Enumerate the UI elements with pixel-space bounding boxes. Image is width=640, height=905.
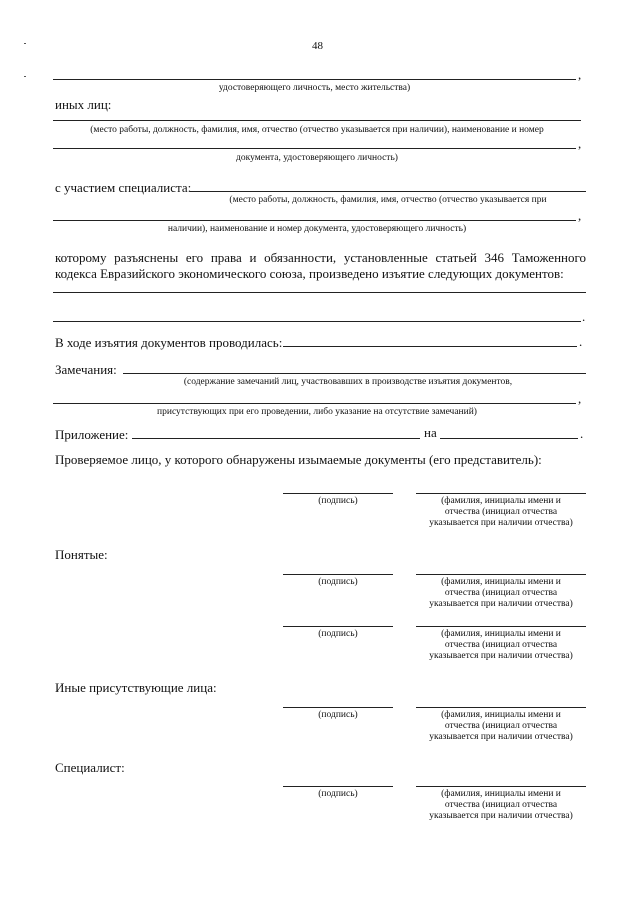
name-caption-line-2: отчества (инициал отчества [444, 721, 558, 731]
page-number: 48 [312, 40, 323, 52]
during-seizure-line [283, 346, 577, 347]
specialist-caption-1: (место работы, должность, фамилия, имя, отчество (отчество указывается при [229, 195, 547, 205]
during-seizure-label: В ходе изъятия документов проводилась: [55, 335, 283, 350]
remarks-caption-1: (содержание замечаний лиц, участвовавших в производстве изъятия документов, [183, 377, 513, 387]
other-persons-line [53, 120, 581, 121]
inspected-person-label: Проверяемое лицо, у которого обнаружены изымаемые документы (его представитель): [55, 452, 542, 467]
signature-caption: (подпись) [318, 577, 358, 587]
other-persons-caption-1: (место работы, должность, фамилия, имя, отчество (отчество указывается при наличии), наименование и номер [90, 125, 544, 135]
name-caption-line-3: указывается при наличии отчества) [429, 811, 573, 821]
remarks-caption-2: присутствующих при его проведении, либо указание на отсутствие замечаний) [157, 407, 477, 417]
documents-line-2 [53, 321, 581, 322]
comma: , [578, 208, 582, 223]
name-caption-line-3: указывается при наличии отчества) [429, 599, 573, 609]
name-caption-line-3: указывается при наличии отчества) [429, 732, 573, 742]
comma: , [578, 67, 582, 82]
name-caption-line-1: (фамилия, инициалы имени и [441, 577, 561, 587]
specialist-participation-label: с участием специалиста: [55, 180, 192, 195]
period: . [580, 426, 584, 441]
name-caption-line-1: (фамилия, инициалы имени и [441, 629, 561, 639]
name-caption-line-1: (фамилия, инициалы имени и [441, 710, 561, 720]
name-line [416, 574, 586, 575]
name-line [416, 626, 586, 627]
attachment-line [132, 438, 420, 439]
name-caption-line-3: указывается при наличии отчества) [429, 651, 573, 661]
attachment-pages-line [440, 438, 578, 439]
signature-caption: (подпись) [318, 629, 358, 639]
remarks-line-2 [53, 403, 576, 404]
signature-line [283, 707, 393, 708]
specialist-line-2 [53, 220, 576, 221]
signature-caption: (подпись) [318, 789, 358, 799]
signature-line [283, 626, 393, 627]
specialist-label: Специалист: [55, 760, 125, 775]
other-persons-line-2 [53, 148, 576, 149]
attachment-on: на [424, 425, 437, 440]
attachment-label: Приложение: [55, 427, 129, 442]
period: . [579, 334, 583, 349]
rights-paragraph-line-2: кодекса Евразийского экономического союза, произведено изъятие следующих документов: [55, 266, 564, 281]
rights-paragraph-line-1: которому разъяснены его права и обязанности, установленные статьей 346 Таможенного [55, 250, 586, 265]
name-caption-line-2: отчества (инициал отчества [444, 507, 558, 517]
witnesses-label: Понятые: [55, 547, 108, 562]
signature-line [283, 786, 393, 787]
remarks-label: Замечания: [55, 362, 117, 377]
comma: , [578, 391, 582, 406]
signature-caption: (подпись) [318, 496, 358, 506]
specialist-caption-2: наличии), наименование и номер документа, удостоверяющего личность) [167, 224, 467, 234]
name-caption-line-2: отчества (инициал отчества [444, 588, 558, 598]
identity-caption: удостоверяющего личность, место жительства) [218, 83, 411, 93]
other-persons-label: иных лиц: [55, 97, 112, 112]
name-caption-line-3: указывается при наличии отчества) [429, 518, 573, 528]
name-caption-line-2: отчества (инициал отчества [444, 800, 558, 810]
name-line [416, 707, 586, 708]
specialist-line [190, 191, 586, 192]
other-present-label: Иные присутствующие лица: [55, 680, 217, 695]
name-caption-line-1: (фамилия, инициалы имени и [441, 496, 561, 506]
signature-line [283, 493, 393, 494]
scan-mark [24, 43, 26, 44]
name-caption-line-1: (фамилия, инициалы имени и [441, 789, 561, 799]
name-caption-line-2: отчества (инициал отчества [444, 640, 558, 650]
scan-mark [24, 76, 26, 77]
other-persons-caption-2: документа, удостоверяющего личность) [236, 153, 398, 163]
name-line [416, 786, 586, 787]
signature-caption: (подпись) [318, 710, 358, 720]
remarks-line [123, 373, 586, 374]
period: . [582, 309, 586, 324]
identity-line [53, 79, 576, 80]
documents-line-1 [53, 292, 586, 293]
name-line [416, 493, 586, 494]
comma: , [578, 136, 582, 151]
signature-line [283, 574, 393, 575]
